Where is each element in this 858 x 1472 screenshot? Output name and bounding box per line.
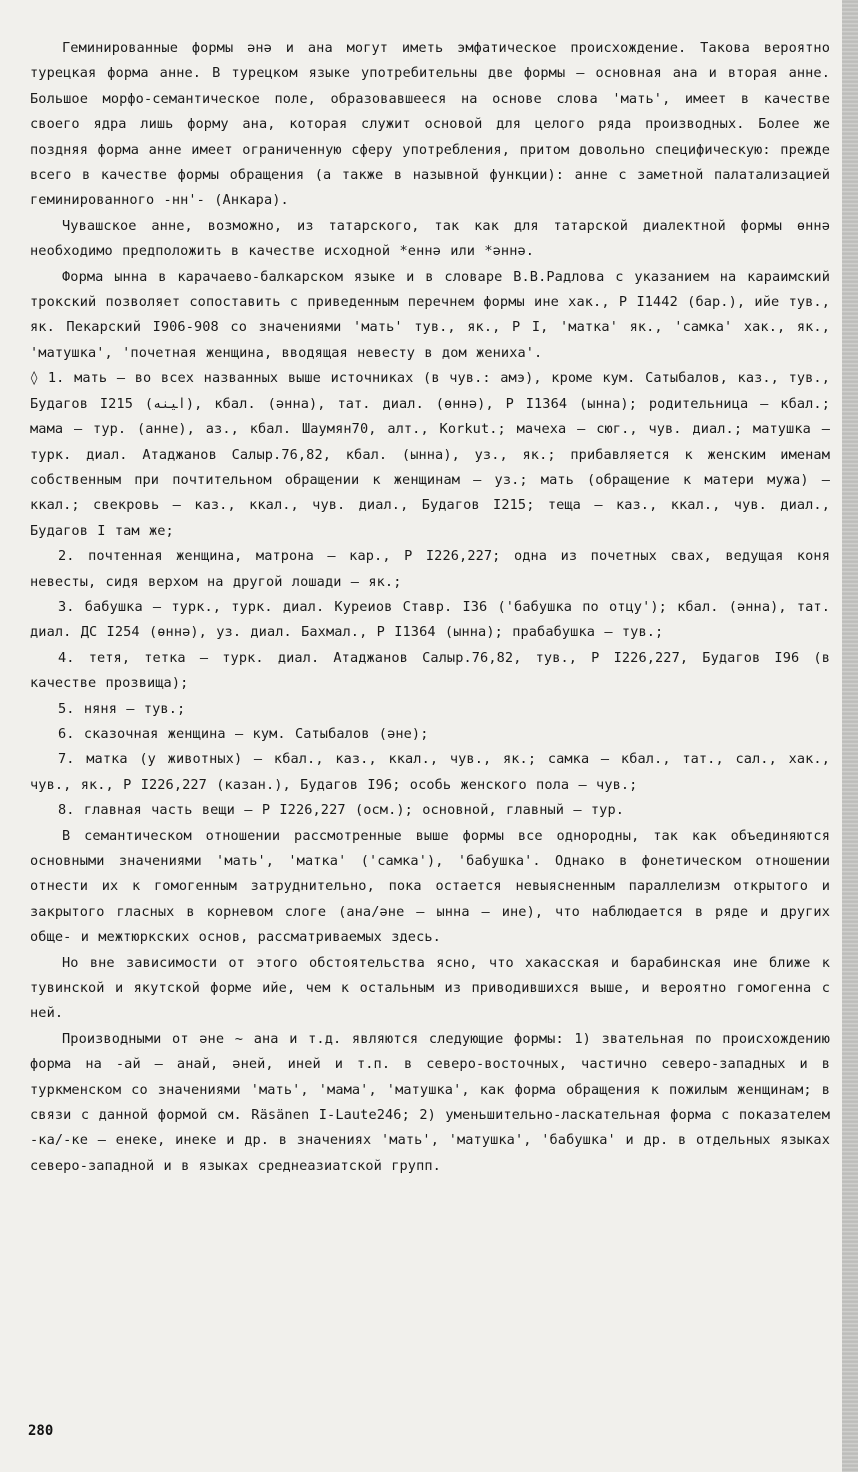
meaning-item-3: 3. бабушка – турк., турк. диал. Куреиов Ставр. I36 ('бабушка по отцу'); кбал. (əнна), тат. диал. ДС I254 (өннә), уз. диал. Бахмал., Р I1364 (ынна); прабабушка – тув.; [30,598,830,641]
paragraph-semantic: В семантическом отношении рассмотренные выше формы все однородны, так как объединяются основными значениями 'мать', 'матка' ('самка'), 'бабушка'. Однако в фонетическом отношении отнести их к гомогенным затруднительно, пока остается невыясненным параллелизм открытого и закрытого гласных в корневом слоге (ана/əне – ынна – ине), что наблюдается в ряде и других обще- и межтюркских основ, рассматриваемых здесь. [30,827,830,946]
scan-edge [842,0,858,1472]
meaning-item-5: 5. няня – тув.; [58,700,186,717]
meaning-item-1: ◊ 1. мать – во всех названных выше источниках (в чув.: амэ), кроме кум. Сатыбалов, каз., тув., Будагов I215 (ﺍﻴﻨﻪ), кбал. (əнна), тат. диал. (өннә), Р I1364 (ынна); родительница – кбал.; мама – тур. (анне), аз., кбал. Шаумян70, алт., Korkut.; мачеха – сюг., чув. диал.; матушка – турк. диал. Атаджанов Салыр.76,82, кбал. (ынна), уз., як.; прибавляется к женским именам собственным при почтительном обращении к женщинам – уз.; мать (обращение к матери мужа) – ккал.; свекровь – каз., ккал., чув. диал., Будагов I215; теща – каз., ккал., чув. диал., Будагов I там же; [30,370,830,539]
paragraph-karachay-balkar: Форма ынна в карачаево-балкарском языке и в словаре В.В.Радлова с указанием на караимский трокский позволяет сопоставить с приведенным перечнем формы ине хак., Р I1442 (бар.), ийе тув., як. Пекарский I906-908 со значениями 'мать' тув., як., Р I, 'матка' як., 'самка' хак., як., 'матушка', 'почетная женщина, вводящая невесту в дом жениха'. [30,268,830,361]
page-number: 280 [28,1423,54,1439]
paragraph-chuvash: Чувашское анне, возможно, из татарского, так как для татарской диалектной формы өннә необходимо предположить в качестве исходной *еннә или *әннә. [30,217,830,260]
paragraph-derivatives: Производными от əне ~ ана и т.д. являются следующие формы: 1) звательная по происхождению форма на -ай – анай, əней, иней и т.п. в северо-восточных, частично северо-западных и в туркменском со значениями 'мать', 'мама', 'матушка', как форма обращения к пожилым женщинам; в связи с данной формой см. Räsänen I-Laute246; 2) уменьшительно-ласкательная форма с показателем -ка/-ке – енеке, инеке и др. в значениях 'мать', 'матушка', 'бабушка' и др. в отдельных языках северо-западной и в языках среднеазиатской групп. [30,1030,830,1174]
meaning-item-4: 4. тетя, тетка – турк. диал. Атаджанов Салыр.76,82, тув., Р I226,227, Будагов I96 (в качестве прозвища); [30,649,830,692]
meaning-item-6: 6. сказочная женщина – кум. Сатыбалов (əне); [58,725,429,742]
paragraph-gemination: Геминированные формы əнə и ана могут иметь эмфатическое происхождение. Такова вероятно турецкая форма анне. В турецком языке употребительны две формы – основная ана и вторая анне. Большое морфо-семантическое поле, образовавшееся на основе слова 'мать', имеет в качестве своего ядра лишь форму ана, которая служит основой для целого ряда производных. Более же поздняя форма анне имеет ограниченную сферу употребления, притом довольно специфическую: прежде всего в качестве формы обращения (а также в назывной функции): анне с заметной палатализацией геминированного -нн'- (Анкара). [30,40,830,209]
paragraph-khakas: Но вне зависимости от этого обстоятельства ясно, что хакасская и барабинская ине ближе к тувинской и якутской форме ийе, чем к остальным из приводившихся выше, и вероятно гомогенна с ней. [30,954,830,1022]
meaning-item-8: 8. главная часть вещи – Р I226,227 (осм.); основной, главный – тур. [58,802,625,819]
meaning-item-7: 7. матка (у животных) – кбал., каз., ккал., чув., як.; самка – кбал., тат., сал., хак., чув., як., Р I226,227 (казан.), Будагов I96; особь женского пола – чув.; [30,751,830,793]
meaning-item-2: 2. почтенная женщина, матрона – кар., Р I226,227; одна из почетных свах, ведущая коня невесты, сидя верхом на другой лошади – як.; [30,548,830,590]
body-text [30,36,830,1179]
